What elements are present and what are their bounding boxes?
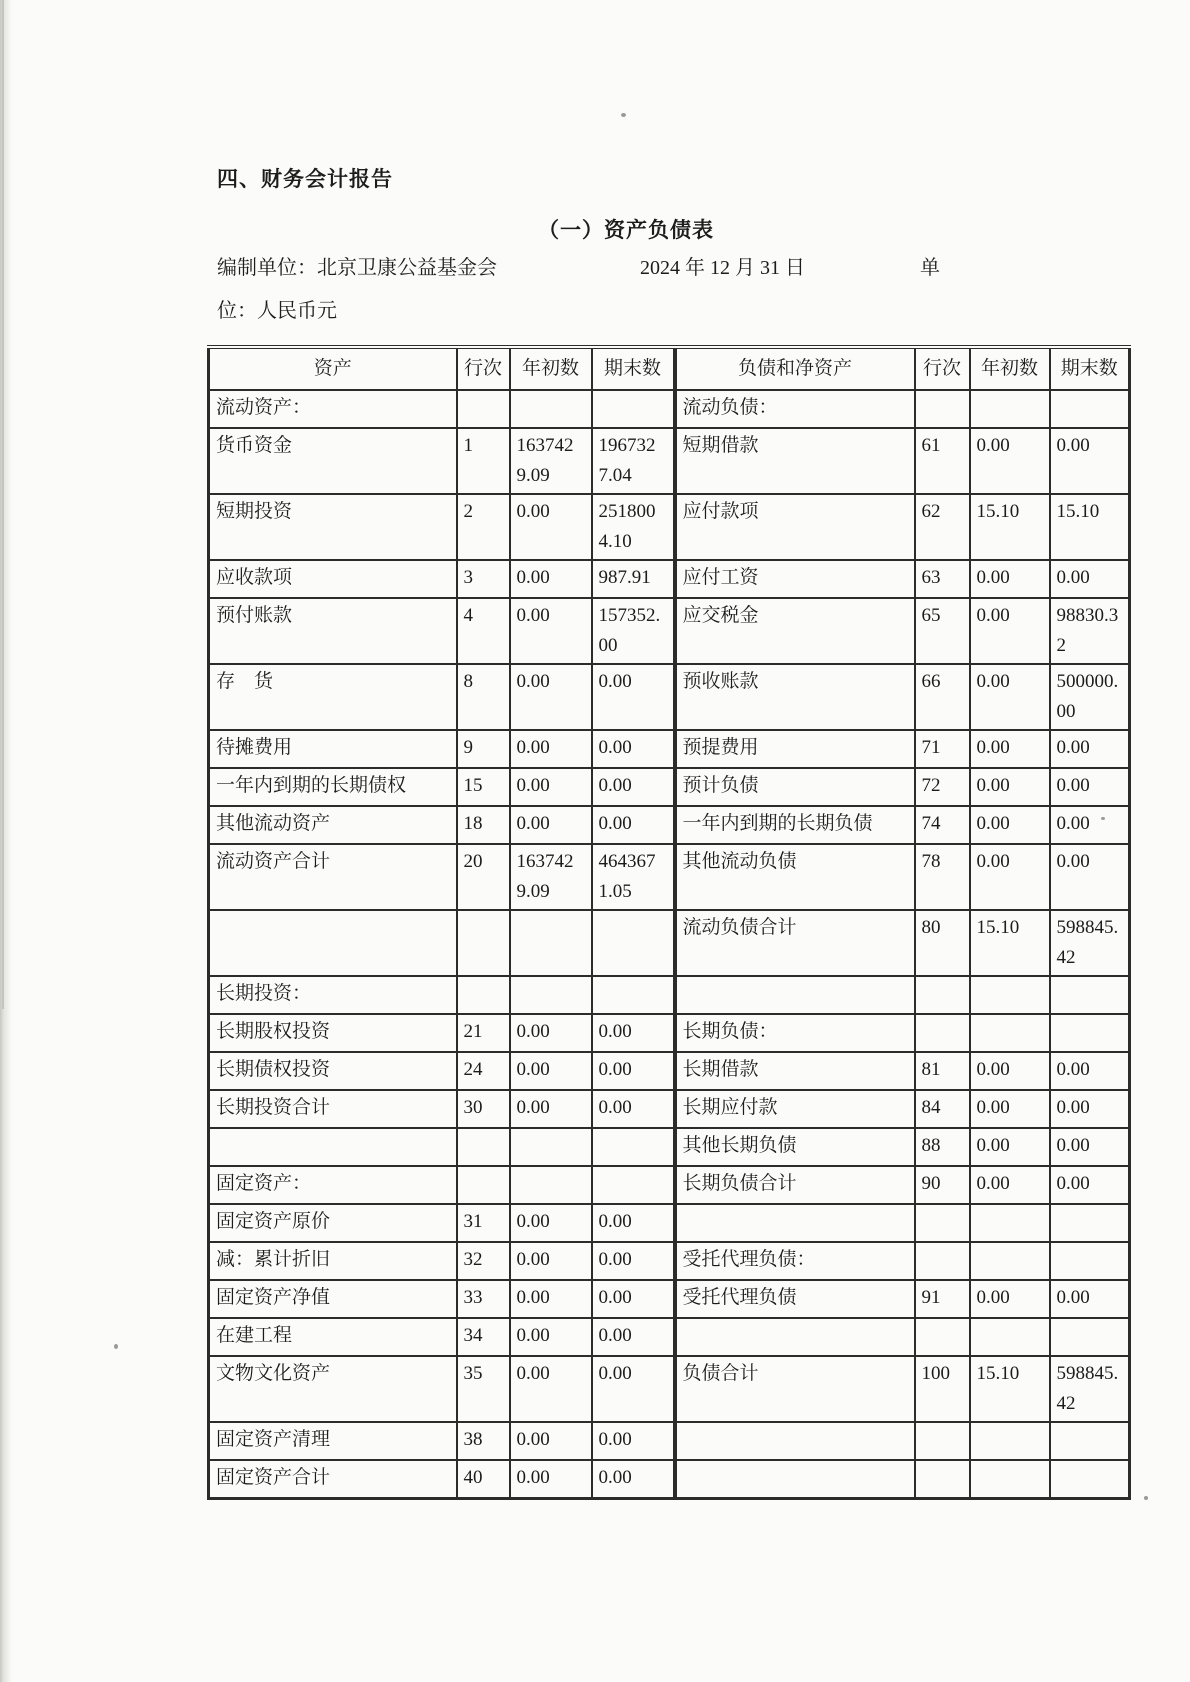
- liability-ending-value: 0.00: [1050, 806, 1130, 844]
- asset-label: 文物文化资产: [209, 1356, 457, 1422]
- asset-line-no: 20: [457, 844, 510, 910]
- prepared-by-label: 编制单位：北京卫康公益基金会: [217, 257, 497, 279]
- table-row: [209, 844, 1130, 910]
- asset-label: 固定资产：: [209, 1166, 457, 1204]
- scan-artifact-dot: [114, 1344, 118, 1349]
- asset-ending-value: 0.00: [592, 1242, 675, 1280]
- liability-ending-value: [1050, 390, 1130, 428]
- liability-beginning-value: 0.00: [970, 768, 1050, 806]
- header-ending-balance: 期末数: [592, 347, 675, 390]
- asset-line-no: 40: [457, 1460, 510, 1499]
- asset-label: 固定资产净值: [209, 1280, 457, 1318]
- asset-beginning-value: 0.00: [510, 1422, 592, 1460]
- table-row: [209, 1280, 1130, 1318]
- asset-label: 在建工程: [209, 1318, 457, 1356]
- asset-ending-value: [592, 910, 675, 976]
- table-row: [209, 1422, 1130, 1460]
- scan-edge-line: [2, 0, 4, 1009]
- asset-beginning-value: 0.00: [510, 494, 592, 560]
- asset-label: 固定资产合计: [209, 1460, 457, 1499]
- liability-beginning-value: 0.00: [970, 560, 1050, 598]
- balance-sheet-header: [209, 347, 1130, 390]
- liability-line-no: 71: [915, 730, 970, 768]
- liability-line-no: 100: [915, 1356, 970, 1422]
- liability-ending-value: 0.00: [1050, 768, 1130, 806]
- asset-line-no: [457, 1166, 510, 1204]
- liability-ending-value: 0.00: [1050, 1090, 1130, 1128]
- table-row: [209, 1242, 1130, 1280]
- liability-label: [675, 1204, 915, 1242]
- liability-ending-value: 0.00: [1050, 1052, 1130, 1090]
- liability-line-no: 63: [915, 560, 970, 598]
- asset-ending-value: 0.00: [592, 1422, 675, 1460]
- liability-beginning-value: [970, 1204, 1050, 1242]
- asset-beginning-value: [510, 910, 592, 976]
- liability-line-no: [915, 1242, 970, 1280]
- asset-beginning-value: 0.00: [510, 1014, 592, 1052]
- asset-label: 待摊费用: [209, 730, 457, 768]
- liability-ending-value: 0.00: [1050, 1128, 1130, 1166]
- liability-line-no: [915, 1014, 970, 1052]
- liability-label: 一年内到期的长期负债: [675, 806, 915, 844]
- liability-ending-value: 598845.42: [1050, 910, 1130, 976]
- report-date: 2024 年 12 月 31 日: [640, 257, 805, 279]
- liability-beginning-value: 15.10: [970, 910, 1050, 976]
- liability-label: 预计负债: [675, 768, 915, 806]
- liability-label: [675, 1460, 915, 1499]
- asset-beginning-value: 0.00: [510, 664, 592, 730]
- liability-label: 流动负债合计: [675, 910, 915, 976]
- table-row: [209, 1356, 1130, 1422]
- liability-label: 长期借款: [675, 1052, 915, 1090]
- liability-line-no: 90: [915, 1166, 970, 1204]
- table-row: [209, 976, 1130, 1014]
- liability-beginning-value: [970, 1460, 1050, 1499]
- asset-label: [209, 910, 457, 976]
- liability-ending-value: 500000.00: [1050, 664, 1130, 730]
- liability-label: [675, 976, 915, 1014]
- liability-label: 受托代理负债：: [675, 1242, 915, 1280]
- asset-ending-value: [592, 1128, 675, 1166]
- liability-line-no: 72: [915, 768, 970, 806]
- asset-label: 货币资金: [209, 428, 457, 494]
- header-line-no: 行次: [457, 347, 510, 390]
- liability-line-no: [915, 1422, 970, 1460]
- liability-ending-value: 0.00: [1050, 1280, 1130, 1318]
- table-row: [209, 1014, 1130, 1052]
- asset-line-no: 15: [457, 768, 510, 806]
- header-row: [209, 347, 1130, 390]
- liability-line-no: 80: [915, 910, 970, 976]
- asset-line-no: 35: [457, 1356, 510, 1422]
- liability-line-no: [915, 976, 970, 1014]
- liability-beginning-value: 0.00: [970, 664, 1050, 730]
- asset-line-no: 4: [457, 598, 510, 664]
- asset-label: 一年内到期的长期债权: [209, 768, 457, 806]
- scan-artifact-dot: [621, 113, 626, 117]
- asset-line-no: 31: [457, 1204, 510, 1242]
- asset-ending-value: 2518004.10: [592, 494, 675, 560]
- asset-ending-value: [592, 1166, 675, 1204]
- asset-beginning-value: 0.00: [510, 730, 592, 768]
- liability-line-no: 66: [915, 664, 970, 730]
- asset-label: 长期股权投资: [209, 1014, 457, 1052]
- liability-beginning-value: [970, 1242, 1050, 1280]
- liability-ending-value: 0.00: [1050, 1166, 1130, 1204]
- asset-label: 长期投资合计: [209, 1090, 457, 1128]
- asset-beginning-value: 0.00: [510, 1280, 592, 1318]
- liability-beginning-value: 0.00: [970, 730, 1050, 768]
- asset-label: 流动资产：: [209, 390, 457, 428]
- liability-beginning-value: 0.00: [970, 1280, 1050, 1318]
- asset-line-no: [457, 910, 510, 976]
- asset-line-no: 9: [457, 730, 510, 768]
- liability-beginning-value: 15.10: [970, 494, 1050, 560]
- liability-ending-value: 598845.42: [1050, 1356, 1130, 1422]
- asset-ending-value: 0.00: [592, 1014, 675, 1052]
- asset-beginning-value: 0.00: [510, 1052, 592, 1090]
- liability-line-no: 62: [915, 494, 970, 560]
- section-title: 四、财务会计报告: [217, 167, 393, 191]
- asset-label: 短期投资: [209, 494, 457, 560]
- liability-ending-value: [1050, 1204, 1130, 1242]
- liability-ending-value: 0.00: [1050, 560, 1130, 598]
- asset-line-no: 32: [457, 1242, 510, 1280]
- liability-beginning-value: [970, 1014, 1050, 1052]
- liability-beginning-value: [970, 976, 1050, 1014]
- table-row: [209, 1318, 1130, 1356]
- liability-ending-value: 15.10: [1050, 494, 1130, 560]
- balance-sheet-title: （一）资产负债表: [538, 218, 714, 242]
- liability-beginning-value: 15.10: [970, 1356, 1050, 1422]
- table-row: [209, 1052, 1130, 1090]
- table-row: [209, 560, 1130, 598]
- table-row: [209, 806, 1130, 844]
- table-row: [209, 664, 1130, 730]
- asset-beginning-value: [510, 976, 592, 1014]
- liability-line-no: 78: [915, 844, 970, 910]
- asset-line-no: 34: [457, 1318, 510, 1356]
- liability-ending-value: 0.00: [1050, 428, 1130, 494]
- liability-line-no: 91: [915, 1280, 970, 1318]
- liability-label: 长期负债合计: [675, 1166, 915, 1204]
- asset-beginning-value: [510, 1166, 592, 1204]
- liability-line-no: 65: [915, 598, 970, 664]
- liability-ending-value: 0.00: [1050, 844, 1130, 910]
- asset-beginning-value: [510, 390, 592, 428]
- liability-label: 应付工资: [675, 560, 915, 598]
- table-row: [209, 730, 1130, 768]
- liability-label: 其他流动负债: [675, 844, 915, 910]
- header-ending-balance-2: 期末数: [1050, 347, 1130, 390]
- asset-label: 存 货: [209, 664, 457, 730]
- liability-label: 预提费用: [675, 730, 915, 768]
- asset-label: 固定资产清理: [209, 1422, 457, 1460]
- asset-label: 预付账款: [209, 598, 457, 664]
- asset-beginning-value: 0.00: [510, 598, 592, 664]
- liability-line-no: [915, 1204, 970, 1242]
- liability-line-no: 61: [915, 428, 970, 494]
- asset-line-no: 2: [457, 494, 510, 560]
- liability-label: 预收账款: [675, 664, 915, 730]
- asset-line-no: 1: [457, 428, 510, 494]
- liability-beginning-value: 0.00: [970, 428, 1050, 494]
- asset-ending-value: 0.00: [592, 806, 675, 844]
- table-row: [209, 390, 1130, 428]
- asset-label: [209, 1128, 457, 1166]
- liability-label: 受托代理负债: [675, 1280, 915, 1318]
- asset-label: 其他流动资产: [209, 806, 457, 844]
- liability-beginning-value: 0.00: [970, 1090, 1050, 1128]
- asset-label: 长期债权投资: [209, 1052, 457, 1090]
- asset-ending-value: 0.00: [592, 1090, 675, 1128]
- asset-line-no: 21: [457, 1014, 510, 1052]
- asset-ending-value: 4643671.05: [592, 844, 675, 910]
- liability-label: 应付款项: [675, 494, 915, 560]
- unit-label-wrapped-char: 单: [920, 257, 940, 279]
- header-line-no-2: 行次: [915, 347, 970, 390]
- asset-beginning-value: 0.00: [510, 1204, 592, 1242]
- asset-ending-value: 0.00: [592, 1356, 675, 1422]
- header-assets: 资产: [209, 347, 457, 390]
- table-row: [209, 1460, 1130, 1499]
- balance-sheet-table: [207, 345, 1131, 1500]
- liability-label: 流动负债：: [675, 390, 915, 428]
- asset-ending-value: 0.00: [592, 664, 675, 730]
- asset-line-no: 30: [457, 1090, 510, 1128]
- liability-beginning-value: 0.00: [970, 844, 1050, 910]
- liability-label: [675, 1422, 915, 1460]
- liability-beginning-value: [970, 390, 1050, 428]
- liability-ending-value: [1050, 976, 1130, 1014]
- asset-ending-value: 0.00: [592, 1052, 675, 1090]
- asset-line-no: 3: [457, 560, 510, 598]
- liability-beginning-value: [970, 1422, 1050, 1460]
- table-row: [209, 1166, 1130, 1204]
- liability-ending-value: [1050, 1422, 1130, 1460]
- scan-artifact-dot: [1101, 817, 1105, 820]
- balance-sheet-body: [209, 390, 1130, 1499]
- liability-label: 短期借款: [675, 428, 915, 494]
- liability-beginning-value: 0.00: [970, 806, 1050, 844]
- liability-beginning-value: [970, 1318, 1050, 1356]
- table-row: [209, 1128, 1130, 1166]
- asset-line-no: 38: [457, 1422, 510, 1460]
- asset-ending-value: 0.00: [592, 1318, 675, 1356]
- asset-ending-value: 1967327.04: [592, 428, 675, 494]
- asset-beginning-value: 0.00: [510, 1318, 592, 1356]
- asset-ending-value: 157352.00: [592, 598, 675, 664]
- table-row: [209, 1090, 1130, 1128]
- asset-line-no: 8: [457, 664, 510, 730]
- liability-ending-value: [1050, 1460, 1130, 1499]
- asset-ending-value: 0.00: [592, 768, 675, 806]
- table-row: [209, 428, 1130, 494]
- liability-line-no: [915, 1460, 970, 1499]
- liability-beginning-value: 0.00: [970, 1166, 1050, 1204]
- asset-ending-value: [592, 976, 675, 1014]
- header-liabilities-net-assets: 负债和净资产: [675, 347, 915, 390]
- asset-beginning-value: 1637429.09: [510, 844, 592, 910]
- asset-ending-value: [592, 390, 675, 428]
- asset-beginning-value: 0.00: [510, 560, 592, 598]
- liability-ending-value: [1050, 1242, 1130, 1280]
- table-row: [209, 768, 1130, 806]
- asset-line-no: 24: [457, 1052, 510, 1090]
- asset-beginning-value: 0.00: [510, 1460, 592, 1499]
- table-row: [209, 1204, 1130, 1242]
- asset-label: 应收款项: [209, 560, 457, 598]
- asset-beginning-value: 0.00: [510, 806, 592, 844]
- liability-label: 长期应付款: [675, 1090, 915, 1128]
- liability-ending-value: [1050, 1014, 1130, 1052]
- asset-line-no: [457, 976, 510, 1014]
- asset-beginning-value: 1637429.09: [510, 428, 592, 494]
- liability-line-no: 88: [915, 1128, 970, 1166]
- header-beginning-balance: 年初数: [510, 347, 592, 390]
- asset-beginning-value: 0.00: [510, 768, 592, 806]
- asset-label: 减：累计折旧: [209, 1242, 457, 1280]
- liability-line-no: 84: [915, 1090, 970, 1128]
- table-row: [209, 910, 1130, 976]
- table-row: [209, 598, 1130, 664]
- header-beginning-balance-2: 年初数: [970, 347, 1050, 390]
- liability-ending-value: [1050, 1318, 1130, 1356]
- liability-ending-value: 0.00: [1050, 730, 1130, 768]
- asset-beginning-value: 0.00: [510, 1242, 592, 1280]
- liability-label: [675, 1318, 915, 1356]
- asset-ending-value: 0.00: [592, 1460, 675, 1499]
- unit-label: 位：人民币元: [217, 300, 337, 322]
- asset-beginning-value: [510, 1128, 592, 1166]
- liability-beginning-value: 0.00: [970, 598, 1050, 664]
- asset-ending-value: 0.00: [592, 1204, 675, 1242]
- liability-label: 应交税金: [675, 598, 915, 664]
- asset-ending-value: 0.00: [592, 1280, 675, 1318]
- asset-label: 固定资产原价: [209, 1204, 457, 1242]
- asset-label: 流动资产合计: [209, 844, 457, 910]
- asset-line-no: 33: [457, 1280, 510, 1318]
- liability-line-no: [915, 1318, 970, 1356]
- liability-label: 负债合计: [675, 1356, 915, 1422]
- asset-label: 长期投资：: [209, 976, 457, 1014]
- liability-beginning-value: 0.00: [970, 1128, 1050, 1166]
- liability-ending-value: 98830.32: [1050, 598, 1130, 664]
- asset-beginning-value: 0.00: [510, 1356, 592, 1422]
- table-row: [209, 494, 1130, 560]
- asset-line-no: [457, 1128, 510, 1166]
- asset-line-no: 18: [457, 806, 510, 844]
- liability-beginning-value: 0.00: [970, 1052, 1050, 1090]
- liability-label: 其他长期负债: [675, 1128, 915, 1166]
- scan-artifact-dot: [1144, 1496, 1148, 1500]
- liability-line-no: [915, 390, 970, 428]
- asset-ending-value: 0.00: [592, 730, 675, 768]
- asset-line-no: [457, 390, 510, 428]
- asset-ending-value: 987.91: [592, 560, 675, 598]
- liability-line-no: 81: [915, 1052, 970, 1090]
- liability-line-no: 74: [915, 806, 970, 844]
- liability-label: 长期负债：: [675, 1014, 915, 1052]
- asset-beginning-value: 0.00: [510, 1090, 592, 1128]
